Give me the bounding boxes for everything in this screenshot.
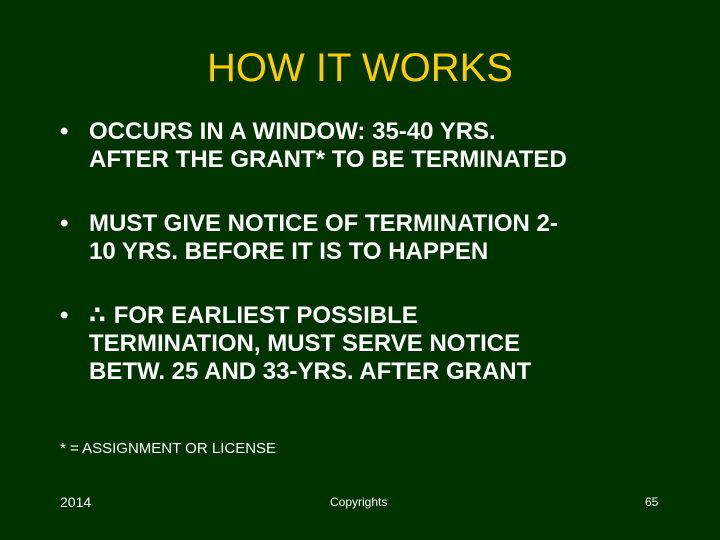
bullet-line: MUST GIVE NOTICE OF TERMINATION 2-: [89, 210, 558, 237]
bullet-item: [60, 118, 680, 174]
bullet-line: OCCURS IN A WINDOW: 35-40 YRS.: [89, 118, 496, 145]
bullet-line: BETW. 25 AND 33-YRS. AFTER GRANT: [89, 358, 532, 385]
bullet-item: [60, 302, 680, 386]
bullet-line-first: [89, 302, 680, 330]
footnote: * = ASSIGNMENT OR LICENSE: [60, 440, 277, 457]
bullet-item: [60, 210, 680, 266]
bullet-line: TERMINATION, MUST SERVE NOTICE: [89, 330, 521, 357]
bullet-line: FOR EARLIEST POSSIBLE: [113, 302, 418, 329]
footer-copyright: Copyrights: [330, 495, 388, 509]
bullet-list: [60, 118, 680, 422]
therefore-symbol: ∴: [89, 302, 106, 329]
bullet-line: 10 YRS. BEFORE IT IS TO HAPPEN: [89, 238, 489, 265]
bullet-marker: •: [60, 210, 69, 237]
slide-number: 65: [645, 495, 659, 509]
footer-date: 2014: [60, 494, 92, 510]
slide-title: HOW IT WORKS: [207, 46, 513, 90]
bullet-marker: •: [60, 118, 69, 145]
bullet-marker: •: [60, 302, 69, 329]
bullet-line: AFTER THE GRANT* TO BE TERMINATED: [89, 146, 567, 173]
